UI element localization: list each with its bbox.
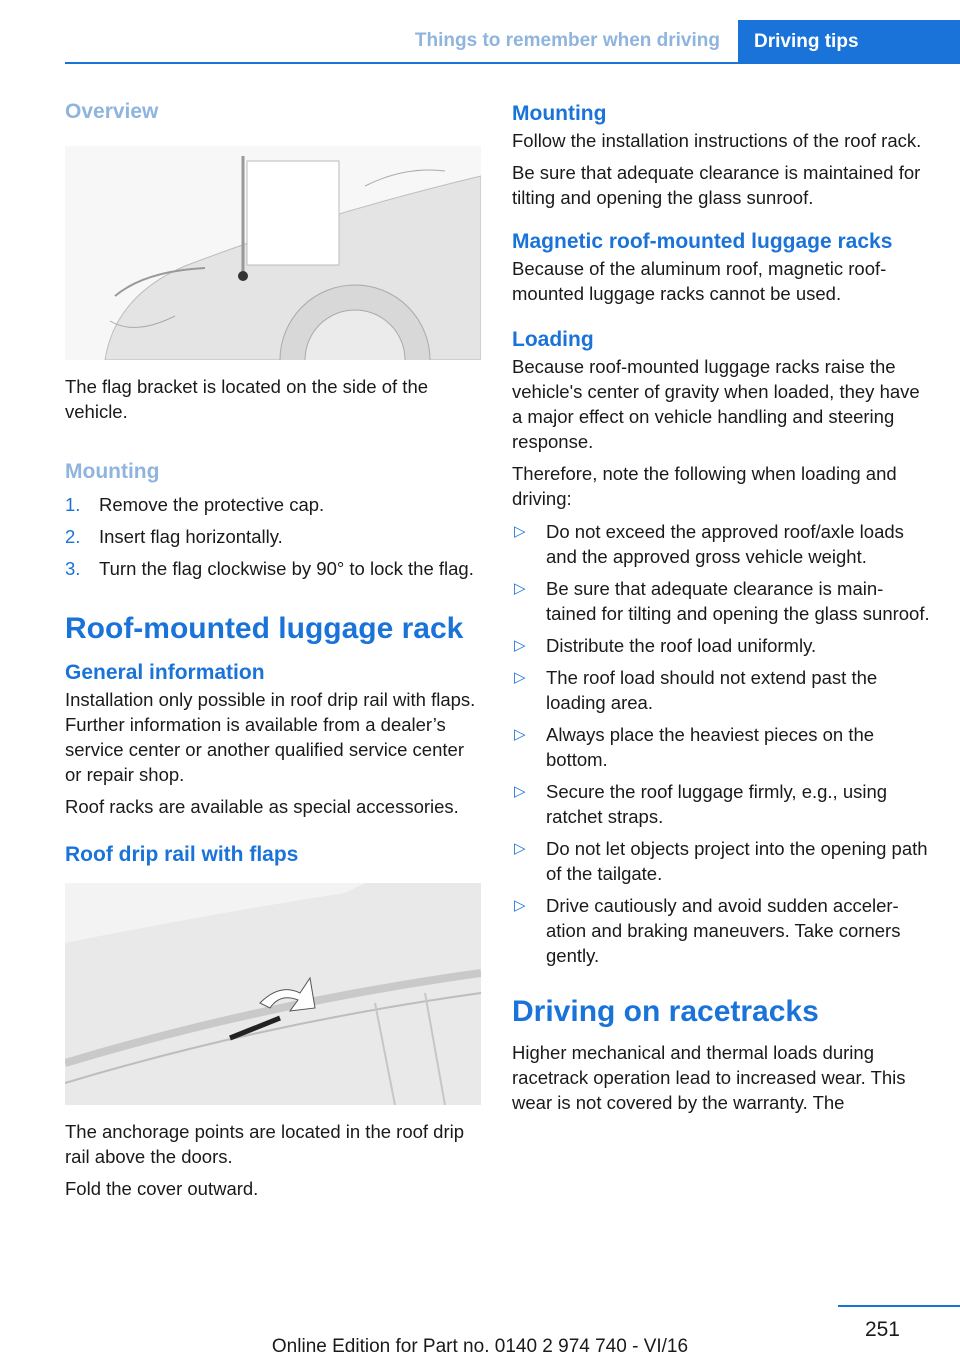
magnetic-racks-paragraph: Because of the aluminum roof, magnetic roof-mounted luggage racks cannot be used.: [512, 258, 887, 304]
right-mounting-heading: Mounting: [512, 102, 607, 125]
triangle-bullet-icon: ▷: [514, 897, 526, 914]
drip-rail-heading: Roof drip rail with flaps: [65, 843, 299, 866]
running-header-section: Things to remember when driving: [414, 30, 720, 51]
step-number: 3.: [65, 558, 81, 579]
list-item: [512, 519, 932, 569]
list-item: [512, 836, 932, 886]
drip-rail-illustration: [65, 883, 481, 1105]
general-paragraph-1: Installation only possible in roof drip rail with flaps. Further information is available from a dealer’s service center or another qualified service center or repair shop.: [65, 689, 476, 785]
list-item: [65, 492, 481, 517]
loading-paragraph-2: Therefore, note the following when loading and driving:: [512, 463, 897, 509]
list-item: [512, 893, 932, 968]
bullet-text: Distribute the roof load uniformly.: [546, 635, 817, 656]
flag-bracket-illustration: [65, 146, 481, 360]
right-mounting-paragraph-1: Follow the installation instructions of the roof rack.: [512, 130, 922, 151]
triangle-bullet-icon: ▷: [514, 523, 526, 540]
roof-rack-heading: Roof-mounted luggage rack: [65, 612, 464, 645]
right-mounting-paragraph-2: Be sure that adequate clearance is maintained for tilting and opening the glass sunroof.: [512, 162, 921, 208]
step-text: Turn the flag clockwise by 90° to lock the flag.: [99, 558, 474, 579]
running-header-tab: [738, 20, 960, 62]
magnetic-racks-heading: Magnetic roof-mounted luggage racks: [512, 230, 893, 253]
loading-heading: Loading: [512, 328, 594, 351]
edition-footer: Online Edition for Part no. 0140 2 974 740 - VI/16: [271, 1336, 689, 1357]
bullet-text: Do not let objects project into the opening path of the tailgate.: [546, 838, 928, 884]
drip-rail-paragraph-2: Fold the cover outward.: [65, 1178, 259, 1199]
step-text: Insert flag horizontally.: [99, 526, 283, 547]
loading-bullet-list: [512, 519, 932, 968]
loading-paragraph-1: Because roof-mounted luggage racks raise the vehicle's center of gravity when loaded, they have a major effect on vehicle handling and steering response.: [512, 356, 920, 452]
bullet-text: Do not exceed the approved roof/axle loads and the approved gross vehicle weight.: [546, 521, 904, 567]
triangle-bullet-icon: ▷: [514, 637, 526, 654]
right-column: [512, 100, 932, 1115]
list-item: [65, 524, 481, 549]
page-number: 251: [864, 1318, 900, 1341]
triangle-bullet-icon: ▷: [514, 726, 526, 743]
triangle-bullet-icon: ▷: [514, 840, 526, 857]
list-item: [512, 779, 932, 829]
triangle-bullet-icon: ▷: [514, 783, 526, 800]
bullet-text: Always place the heaviest pieces on the bottom.: [546, 724, 875, 770]
left-column: [65, 100, 481, 1201]
footer-rule: [838, 1305, 960, 1307]
mounting-steps: [65, 492, 481, 581]
step-number: 1.: [65, 494, 81, 515]
step-text: Remove the protective cap.: [99, 494, 325, 515]
general-paragraph-2: Roof racks are available as special accessories.: [65, 796, 459, 817]
bullet-text: Be sure that adequate clearance is main-tained for tilting and opening the glass sunroof.: [546, 578, 930, 624]
general-information-heading: General information: [65, 661, 265, 684]
racetracks-heading: Driving on racetracks: [512, 995, 819, 1028]
mounting-heading: Mounting: [65, 460, 160, 483]
drip-rail-paragraph-1: The anchorage points are located in the roof drip rail above the doors.: [65, 1121, 465, 1167]
overview-caption: The flag bracket is located on the side of the vehicle.: [65, 376, 429, 422]
overview-heading: Overview: [65, 100, 159, 123]
list-item: [512, 576, 932, 626]
bullet-text: Secure the roof luggage firmly, e.g., using ratchet straps.: [546, 781, 888, 827]
header-rule: [65, 62, 960, 64]
bullet-text: Drive cautiously and avoid sudden acceler-ation and braking maneuvers. Take corners gently.: [546, 895, 901, 966]
bullet-text: The roof load should not extend past the loading area.: [546, 667, 878, 713]
triangle-bullet-icon: ▷: [514, 669, 526, 686]
running-header-tab-label: Driving tips: [754, 31, 859, 52]
step-number: 2.: [65, 526, 81, 547]
triangle-bullet-icon: ▷: [514, 580, 526, 597]
list-item: [512, 665, 932, 715]
list-item: [512, 722, 932, 772]
racetracks-paragraph: Higher mechanical and thermal loads during racetrack operation lead to increased wear. This wear is not covered by the warranty. The: [512, 1042, 906, 1113]
list-item: [65, 556, 481, 581]
list-item: [512, 633, 932, 658]
